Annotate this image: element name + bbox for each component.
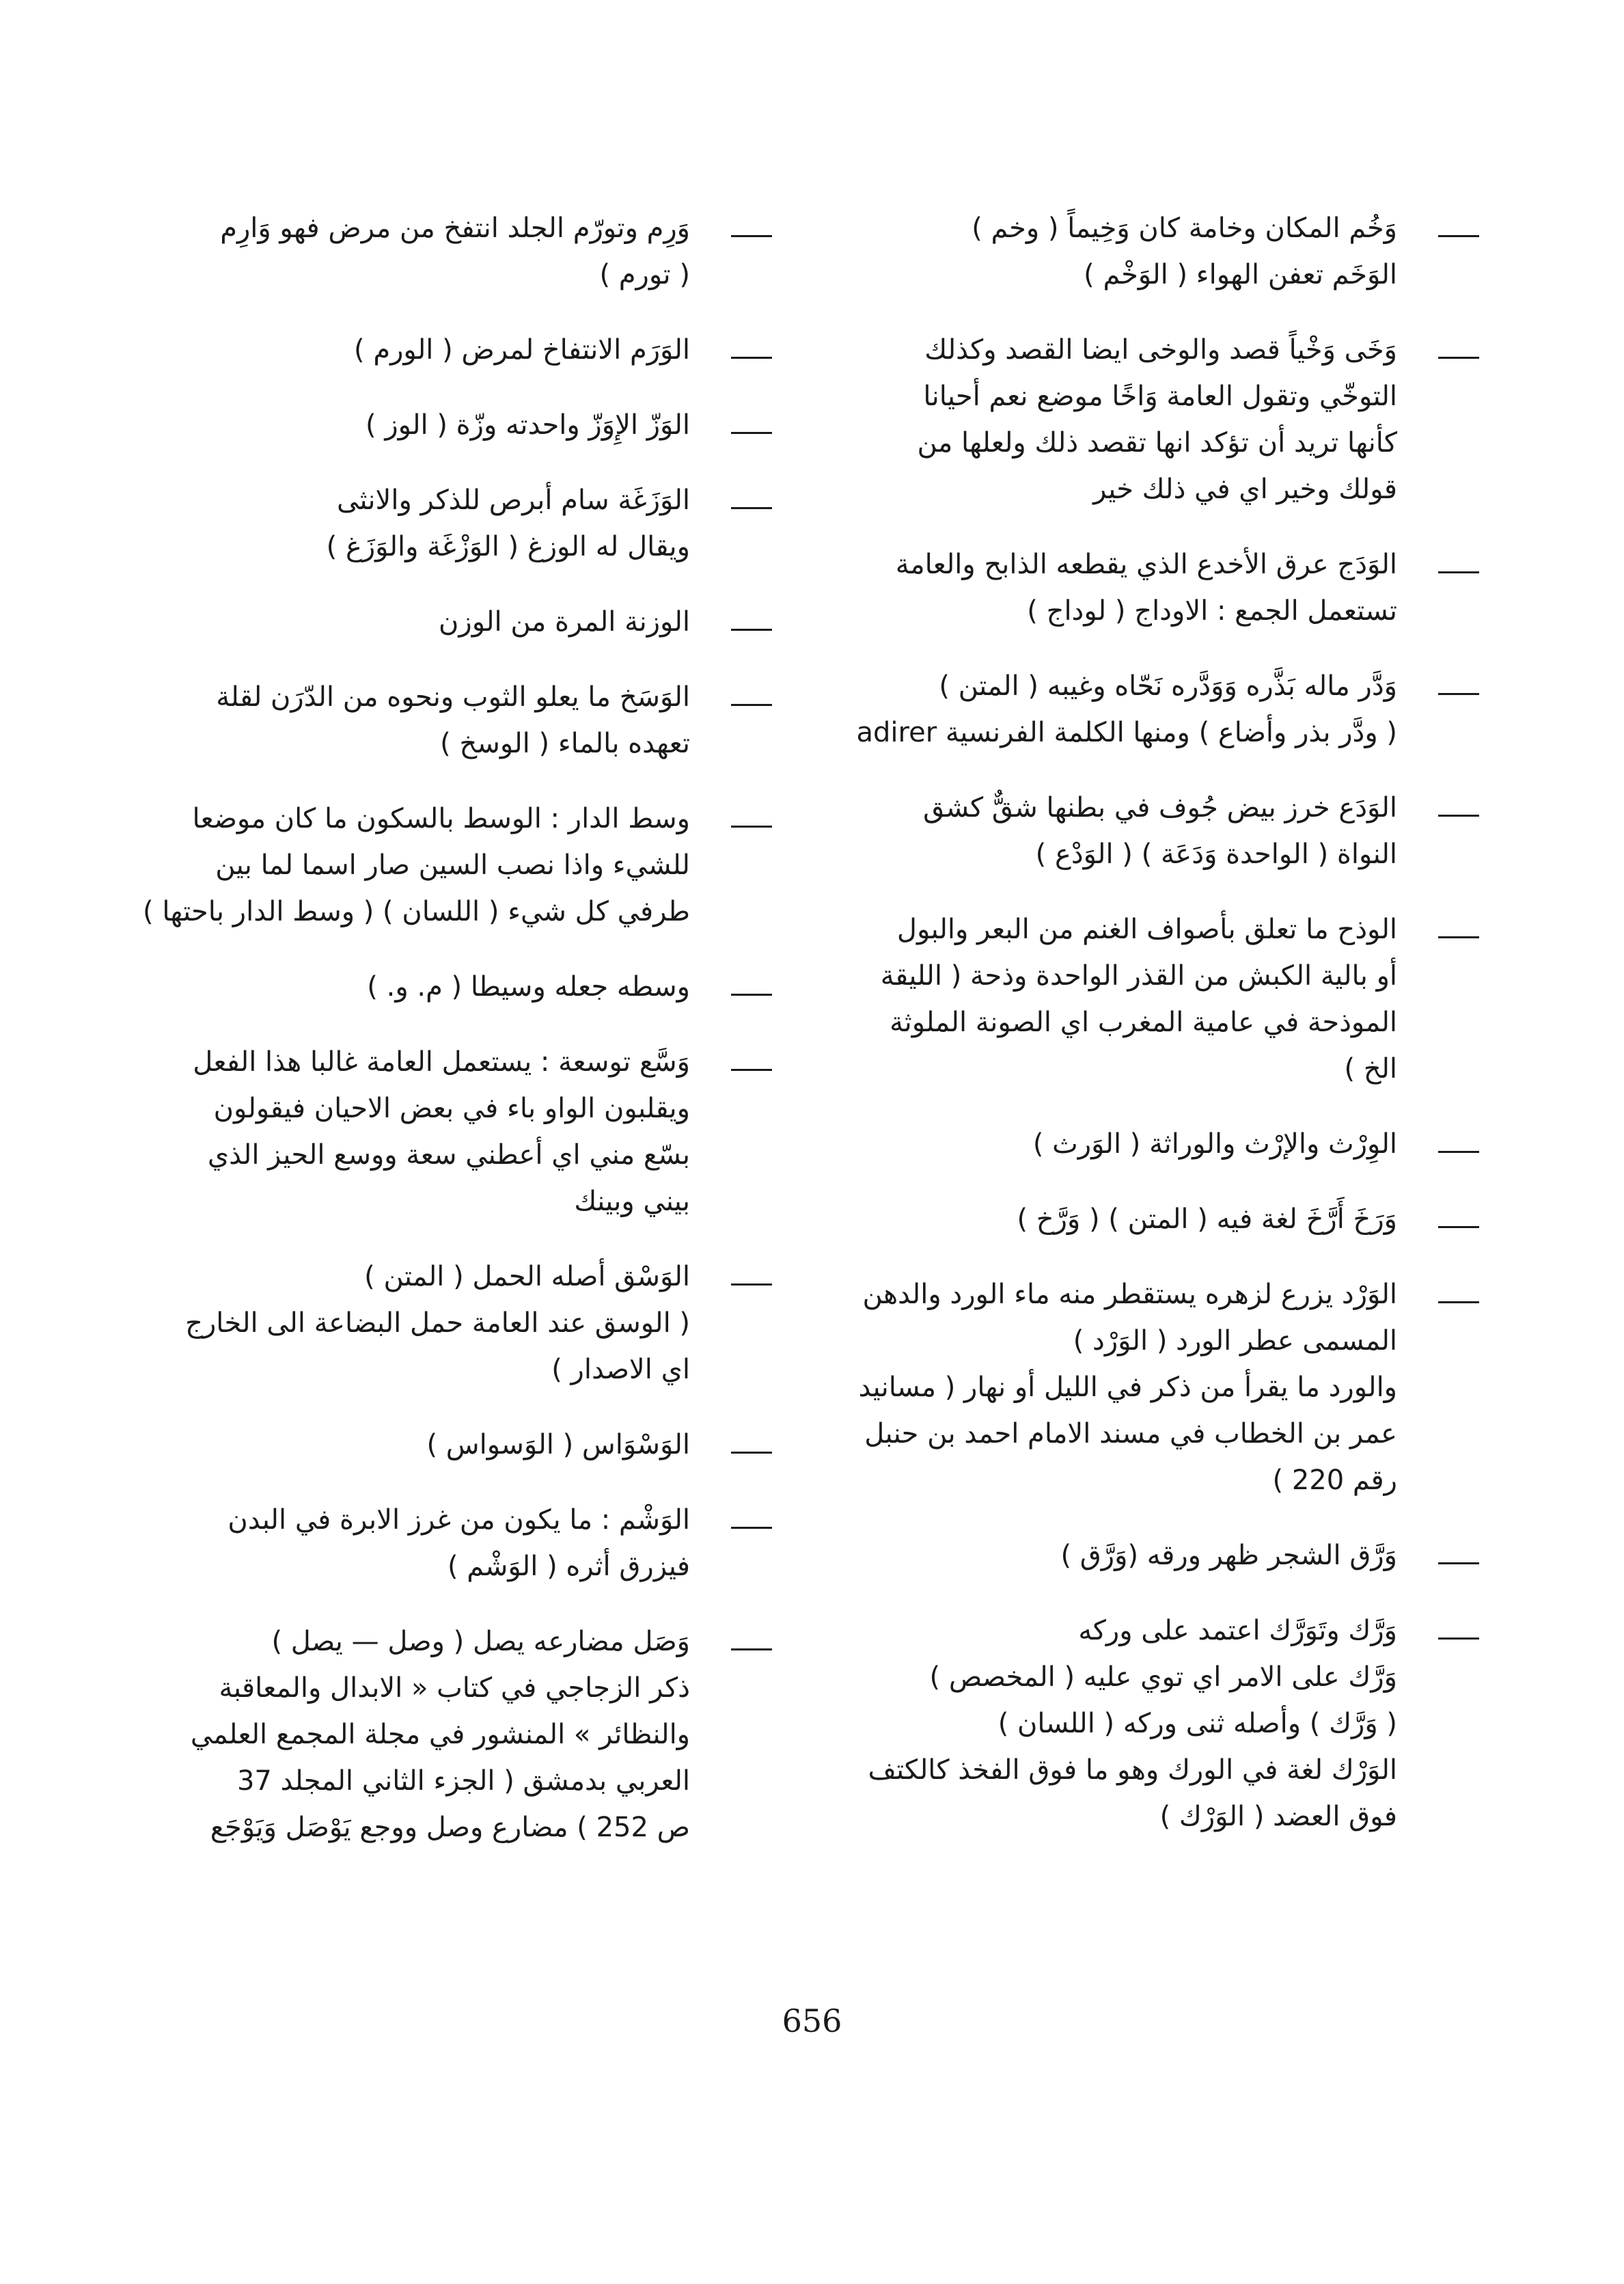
entry-line: الخ ) <box>1344 1053 1397 1085</box>
entry-line: الوَسْق أصله الحمل ( المتن ) <box>364 1261 690 1292</box>
entry-line: رقم 220 ) <box>1272 1465 1397 1496</box>
entry-line: المسمى عطر الورد ( الوَرْد ) <box>1073 1325 1397 1357</box>
entry-line: الوَرْك لغة في الورك وهو ما فوق الفخذ كالكتف <box>868 1754 1397 1786</box>
entry-line: وَرَّق الشجر ظهر ورقه (وَرَّق ) <box>1060 1540 1397 1571</box>
entry-line: ( وَرَّك ) وأصله ثنى وركه ( اللسان ) <box>997 1708 1397 1739</box>
entry-line: وَرَّك وتَوَرَّك اعتمد على وركه <box>1078 1615 1397 1646</box>
dictionary-entry <box>868 1607 1479 1840</box>
entry-line: الوَزَغَة سام أبرص للذكر والانثى <box>337 485 690 516</box>
entry-line: وَرَّك على الامر اي توي عليه ( المخصص ) <box>929 1661 1397 1693</box>
entry-dash <box>731 235 772 237</box>
entry-dash <box>1438 936 1479 938</box>
dictionary-entry <box>171 599 772 645</box>
entry-line: طرفي كل شيء ( اللسان ) ( وسط الدار باحتها ) <box>143 896 690 927</box>
dictionary-entry <box>171 964 772 1010</box>
dictionary-entry <box>171 1497 772 1590</box>
entry-line: العربي بدمشق ( الجزء الثاني المجلد 37 <box>236 1765 690 1797</box>
entry-line: وسطه جعله وسيطا ( م. و. ) <box>367 971 690 1003</box>
entry-line: تستعمل الجمع : الاوداج ( لوداج ) <box>1027 595 1397 627</box>
entry-line: بسّع مني اي أعطني سعة ووسع الحيز الذي <box>207 1139 690 1171</box>
entry-line: والورد ما يقرأ من ذكر في الليل أو نهار ( مسانيد <box>858 1372 1397 1403</box>
entry-line: الوَرَم الانتفاخ لمرض ( الورم ) <box>354 334 690 366</box>
entry-dash <box>1438 357 1479 359</box>
entry-line: ( الوسق عند العامة حمل البضاعة الى الخارج <box>185 1307 690 1339</box>
right-column <box>856 205 1479 1868</box>
entry-line: ( تورم ) <box>599 259 690 290</box>
dictionary-entry <box>881 327 1479 513</box>
entry-dash <box>1438 1637 1479 1640</box>
entry-line: ( ودَّر بذر وأضاع ) ومنها الكلمة الفرنسية adirer <box>856 717 1397 748</box>
entry-line: الوَرْد يزرع لزهره يستقطر منه ماء الورد والدهن <box>862 1279 1397 1310</box>
dictionary-entry <box>856 663 1479 756</box>
entry-dash <box>731 994 772 996</box>
entry-line: الموذحة في عامية المغرب اي الصونة الملوثة <box>890 1007 1397 1038</box>
entry-dash <box>731 826 772 828</box>
entry-line: كأنها تريد أن تؤكد انها تقصد ذلك ولعلها من <box>917 427 1397 459</box>
entry-line: ذكر الزجاجي في كتاب « الابدال والمعاقبة <box>219 1672 690 1704</box>
dictionary-entry <box>171 327 772 373</box>
entry-dash <box>1438 571 1479 573</box>
dictionary-entry <box>881 205 1479 298</box>
dictionary-entry <box>881 785 1479 878</box>
dictionary-entry <box>881 1196 1479 1242</box>
entry-line: الوذح ما تعلق بأصواف الغنم من البعر والبول <box>896 914 1397 945</box>
dictionary-entry <box>171 477 772 570</box>
left-column <box>143 205 772 1879</box>
dictionary-entry <box>143 796 772 935</box>
entry-dash <box>731 432 772 434</box>
entry-line: الوَزّ الإِوَزّ واحدته وزّة ( الوز ) <box>366 409 690 441</box>
entry-line: التوخّي وتقول العامة وَاخًا موضع نعم أحيانا <box>923 381 1397 412</box>
entry-dash <box>1438 693 1479 695</box>
entry-line: الوَسْوَاس ( الوَسواس ) <box>426 1429 690 1460</box>
dictionary-entry <box>858 1271 1479 1504</box>
entry-dash <box>731 1069 772 1071</box>
dictionary-entry <box>171 1039 772 1225</box>
entry-dash <box>731 704 772 706</box>
page-number: 656 <box>782 2002 842 2039</box>
entry-dash <box>1438 1151 1479 1153</box>
entry-line: أو بالية الكبش من القذر الواحدة وذحة ( الليقة <box>880 960 1397 992</box>
entry-line: وَصَل مضارعه يصل ( وصل — يصل ) <box>271 1626 690 1657</box>
entry-line: وَخُم المكان وخامة كان وَخِيماً ( وخم ) <box>972 213 1397 244</box>
entry-line: الوِرْث والإرْث والوراثة ( الوَرث ) <box>1032 1128 1397 1160</box>
entry-line: والنظائر » المنشور في مجلة المجمع العلمي <box>190 1719 690 1750</box>
entry-dash <box>1438 1226 1479 1228</box>
entry-line: ويقلبون الواو باء في بعض الاحيان فيقولون <box>213 1093 690 1124</box>
entry-dash <box>1438 1301 1479 1303</box>
entry-line: للشيء واذا نصب السين صار اسما لما بين <box>215 849 690 881</box>
dictionary-entry <box>171 1618 772 1851</box>
entry-line: فوق العضد ( الوَرْك ) <box>1159 1801 1397 1832</box>
entry-line: عمر بن الخطاب في مسند الامام احمد بن حنبل <box>864 1418 1397 1450</box>
entry-line: الوَسَخ ما يعلو الثوب ونحوه من الدّرَن لقلة <box>216 681 690 713</box>
entry-line: ويقال له الوزغ ( الوَزْغَة والوَزَغ ) <box>326 531 690 562</box>
entry-line: قولك وخير اي في ذلك خير <box>1093 474 1397 505</box>
entry-dash <box>1438 815 1479 817</box>
entry-line: وسط الدار : الوسط بالسكون ما كان موضعا <box>192 803 690 834</box>
entry-line: ص 252 ) مضارع وصل ووجع يَوْصَل وَيَوْجَع <box>210 1812 690 1843</box>
entry-line: الوَدَع خرز بيض جُوف في بطنها شقٌّ كشق <box>923 792 1397 824</box>
entry-line: الوَخَم تعفن الهواء ( الوَخْم ) <box>1084 259 1397 290</box>
dictionary-entry <box>171 1253 772 1393</box>
entry-dash <box>1438 1562 1479 1564</box>
entry-line: وَخَى وَخْياً قصد والوخى ايضا القصد وكذلك <box>924 334 1397 366</box>
dictionary-entry <box>171 402 772 448</box>
entry-line: وَرِم وتورّم الجلد انتفخ من مرض فهو وَارِم <box>220 213 690 244</box>
entry-line: تعهده بالماء ( الوسخ ) <box>440 728 690 759</box>
entry-dash <box>1438 235 1479 237</box>
entry-dash <box>731 1283 772 1286</box>
entry-dash <box>731 1527 772 1529</box>
entry-dash <box>731 357 772 359</box>
dictionary-entry <box>171 205 772 298</box>
entry-line: وَدَّر ماله بَذَّره وَوَدَّره نَحّاه وغيبه ( المتن ) <box>939 670 1397 702</box>
entry-line: فيزرق أثره ( الوَشْم ) <box>447 1551 690 1582</box>
dictionary-entry <box>881 906 1479 1092</box>
entry-line: الوَشْم : ما يكون من غرز الابرة في البدن <box>228 1504 690 1536</box>
dictionary-entry <box>881 1121 1479 1167</box>
entry-line: وَسَّع توسعة : يستعمل العامة غالبا هذا الفعل <box>193 1046 690 1078</box>
entry-dash <box>731 507 772 509</box>
dictionary-entry <box>171 1422 772 1468</box>
entry-line: الوزنة المرة من الوزن <box>439 606 690 638</box>
entry-dash <box>731 1452 772 1454</box>
entry-line: اي الاصدار ) <box>551 1354 690 1385</box>
entry-line: النواة ( الواحدة وَدَعَة ) ( الوَدْع ) <box>1035 839 1397 870</box>
entry-line: بيني وبينك <box>574 1186 690 1217</box>
entry-dash <box>731 1648 772 1650</box>
dictionary-entry <box>171 674 772 767</box>
entry-line: وَرَخَ أَرَّخَ لغة فيه ( المتن ) ( وَرَّخ ) <box>1017 1204 1397 1235</box>
entry-dash <box>731 629 772 631</box>
dictionary-entry <box>881 1532 1479 1579</box>
dictionary-entry <box>881 541 1479 634</box>
entry-line: الوَدَج عرق الأخدع الذي يقطعه الذابح والعامة <box>895 549 1397 580</box>
